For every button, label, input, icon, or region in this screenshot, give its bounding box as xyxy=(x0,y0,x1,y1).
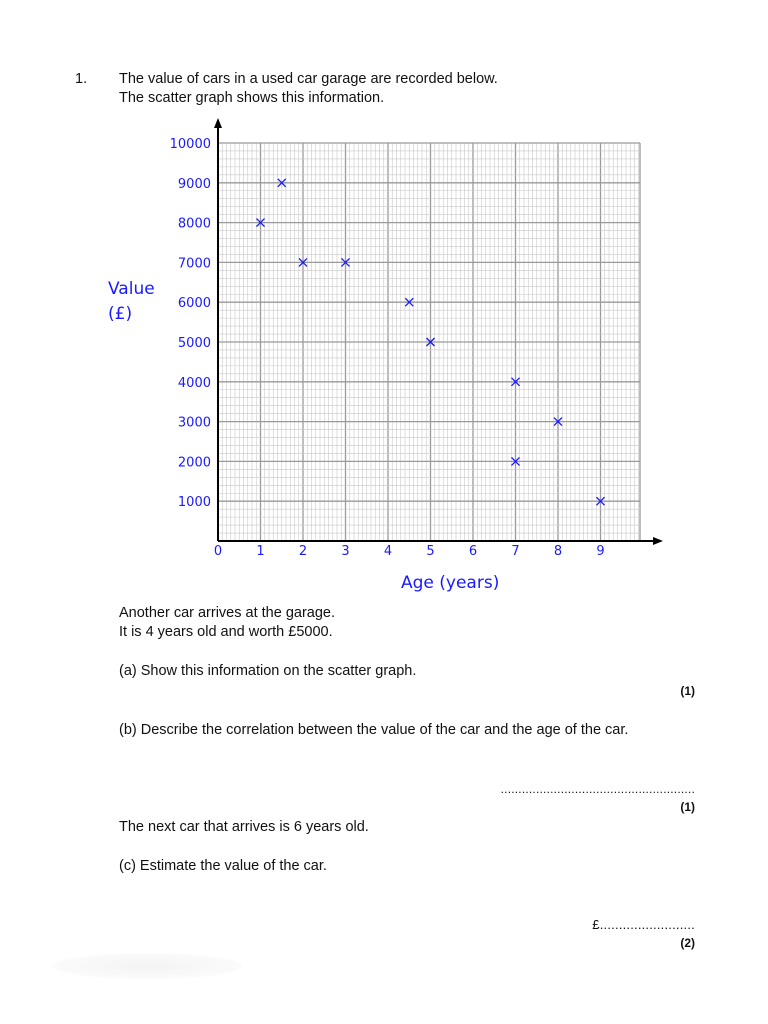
part-a-text: (a) Show this information on the scatter graph. xyxy=(119,663,417,679)
y-tick-label: 6000 xyxy=(177,296,211,312)
part-b-answer-line[interactable]: ....................................................... xyxy=(500,782,695,796)
another-car-line-2: It is 4 years old and worth £5000. xyxy=(119,624,333,640)
y-axis-label-line-2: (£) xyxy=(108,304,133,324)
part-a-marks: (1) xyxy=(680,684,695,698)
another-car-line-1: Another car arrives at the garage. xyxy=(119,605,336,621)
faded-smudge xyxy=(52,953,242,979)
x-tick-label: 9 xyxy=(596,544,605,559)
part-c-marks: (2) xyxy=(680,936,695,950)
part-c-text: (c) Estimate the value of the car. xyxy=(119,858,327,874)
y-axis-label-line-1: Value xyxy=(108,279,155,299)
part-b-text: (b) Describe the correlation between the value of the car and the age of the car. xyxy=(119,722,629,738)
x-tick-label: 6 xyxy=(468,544,478,559)
x-tick-label: 7 xyxy=(511,544,520,559)
y-tick-label: 1000 xyxy=(177,495,211,511)
y-tick-label: 5000 xyxy=(177,336,211,351)
y-tick-label: 3000 xyxy=(177,415,211,431)
x-tick-label: 3 xyxy=(341,544,350,559)
next-car-text: The next car that arrives is 6 years old. xyxy=(119,819,369,835)
graph-grid xyxy=(218,143,640,541)
y-tick-label: 10000 xyxy=(169,137,211,152)
question-number: 1. xyxy=(75,71,88,87)
y-tick-label: 8000 xyxy=(177,216,211,232)
y-axis-label xyxy=(108,277,155,327)
x-tick-label: 2 xyxy=(298,544,308,559)
y-tick-label: 4000 xyxy=(177,375,211,391)
x-tick-label: 4 xyxy=(383,544,393,559)
question-intro-line-2: The scatter graph shows this information. xyxy=(119,90,385,106)
part-b-marks: (1) xyxy=(680,800,695,814)
x-tick-label: 0 xyxy=(213,544,223,559)
x-tick-label: 5 xyxy=(426,544,435,559)
x-tick-label: 1 xyxy=(256,544,265,559)
part-c-answer-line[interactable]: £......................... xyxy=(592,917,695,932)
question-intro-line-1: The value of cars in a used car garage are recorded below. xyxy=(119,71,498,87)
y-tick-label: 7000 xyxy=(177,256,211,272)
y-tick-label: 2000 xyxy=(177,455,211,471)
x-tick-label: 8 xyxy=(553,544,563,559)
x-axis-label: Age (years) xyxy=(401,573,500,593)
y-tick-label: 9000 xyxy=(177,176,211,192)
